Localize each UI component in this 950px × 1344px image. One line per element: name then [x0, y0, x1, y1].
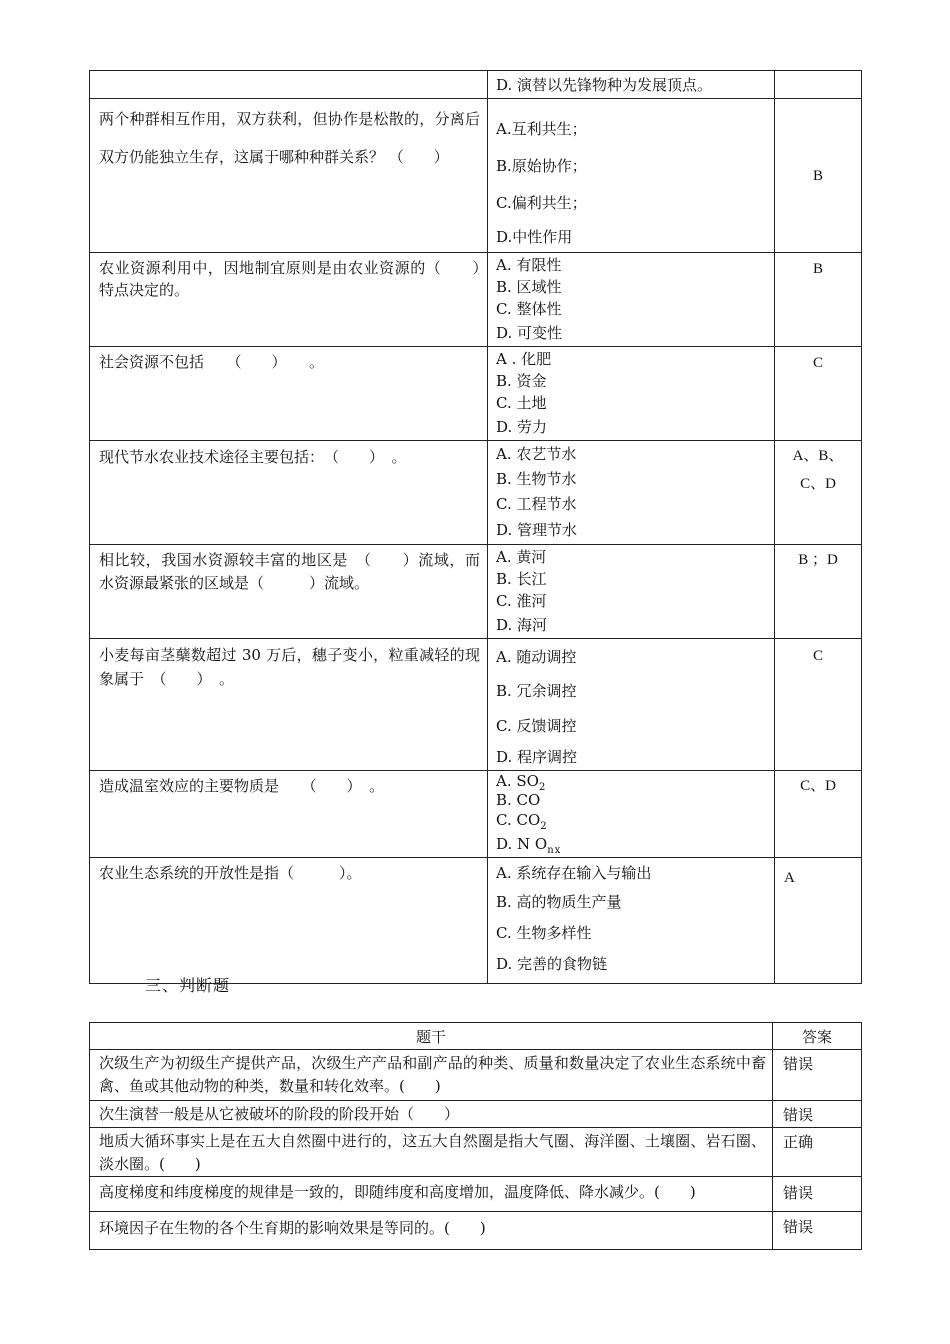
option: B. CO: [496, 791, 541, 809]
option: B. 区域性: [496, 278, 562, 296]
option: C. 生物多样性: [496, 924, 592, 942]
question-cell: 相比较，我国水资源较丰富的地区是 （ ）流域，而水资源最紧张的区域是（ ）流域。: [90, 545, 488, 639]
result-cell: 错误: [773, 1050, 862, 1101]
answer-cell: B: [775, 253, 862, 347]
option: B. 高的物质生产量: [496, 893, 622, 911]
question-cell: 造成温室效应的主要物质是 （ ） 。: [90, 771, 488, 858]
question-cell: 社会资源不包括 （ ） 。: [90, 347, 488, 441]
option: C. 淮河: [496, 592, 547, 610]
table-row: [90, 1177, 862, 1212]
option: C. 工程节水: [496, 495, 577, 513]
column-header: 题干: [90, 1023, 773, 1050]
question-cell: 两个种群相互作用，双方获利，但协作是松散的，分离后双方仍能独立生存，这属于哪种种群关系？ （ ）: [90, 99, 488, 253]
option: B. 生物节水: [496, 470, 577, 488]
option: C. 土地: [496, 394, 547, 412]
answer-cell: C: [775, 639, 862, 771]
question-cell: 小麦每亩茎蘖数超过 30 万后，穗子变小，粒重减轻的现象属于 （ ） 。: [90, 639, 488, 771]
option: A. 有限性: [496, 256, 562, 274]
table-row: [90, 1128, 862, 1177]
option: D. 程序调控: [496, 748, 578, 766]
option: B. 长江: [496, 570, 547, 588]
question-cell: [90, 71, 488, 99]
option: A . 化肥: [496, 350, 552, 368]
table-row: [90, 545, 862, 639]
options-cell: [488, 71, 775, 99]
option: A. 黄河: [496, 548, 547, 566]
option: D.中性作用: [496, 228, 573, 246]
option: B.原始协作；: [496, 157, 587, 175]
options-cell: [488, 99, 775, 253]
question-cell: 农业资源利用中，因地制宜原则是由农业资源的（ ） 特点决定的。: [90, 253, 488, 347]
table-row: [90, 858, 862, 984]
option: D. 海河: [496, 616, 548, 634]
section-heading: 三、判断题: [145, 976, 231, 995]
stem-cell: 环境因子在生物的各个生育期的影响效果是等同的。( ): [90, 1212, 773, 1250]
result-cell: 正确: [773, 1128, 862, 1177]
answer-cell: B: [775, 99, 862, 253]
option-formula: D. N O: [496, 835, 548, 853]
table-row: [90, 639, 862, 771]
table-row: [90, 771, 862, 858]
true-false-table: [89, 1022, 862, 1250]
result-cell: 错误: [773, 1177, 862, 1212]
table-row: [90, 1050, 862, 1101]
answer-cell: A、B、C、D: [775, 441, 862, 545]
table-row: [90, 347, 862, 441]
option: C. $CO_2$: [496, 811, 547, 832]
option: D. 劳力: [496, 418, 548, 436]
answer-cell: A: [775, 858, 862, 984]
option: A. 系统存在输入与输出: [496, 864, 652, 882]
options-cell: [488, 347, 775, 441]
option: D. 完善的食物链: [496, 955, 608, 973]
options-cell: [488, 545, 775, 639]
multiple-choice-table: [89, 70, 862, 984]
option: B. 冗余调控: [496, 682, 577, 700]
option: D. 可变性: [496, 324, 563, 342]
result-cell: 错误: [773, 1101, 862, 1128]
option: A.互利共生；: [496, 120, 587, 138]
options-cell: [488, 253, 775, 347]
table-row: [90, 99, 862, 253]
table-row: [90, 441, 862, 545]
answer-cell: B ；D: [775, 545, 862, 639]
stem-cell: 次生演替一般是从它被破坏的阶段的阶段开始（ ）: [90, 1101, 773, 1128]
table-row: [90, 1212, 862, 1250]
stem-cell: 次级生产为初级生产提供产品，次级生产产品和副产品的种类、质量和数量决定了农业生态系统中畜禽、鱼或其他动物的种类，数量和转化效率。( ): [90, 1050, 773, 1101]
answer-cell: C、D: [775, 771, 862, 858]
stem-cell: 高度梯度和纬度梯度的规律是一致的，即随纬度和高度增加，温度降低、降水减少。( ): [90, 1177, 773, 1212]
options-cell: [488, 771, 775, 858]
answer-cell: [775, 71, 862, 99]
option: C.偏利共生；: [496, 194, 587, 212]
result-cell: 错误: [773, 1212, 862, 1250]
table-row: [90, 71, 862, 99]
option: B. 资金: [496, 372, 547, 390]
table-header-row: [90, 1023, 862, 1050]
question-cell: 现代节水农业技术途径主要包括： （ ） 。: [90, 441, 488, 545]
table-row: [90, 1101, 862, 1128]
options-cell: [488, 639, 775, 771]
answer-cell: C: [775, 347, 862, 441]
options-cell: [488, 441, 775, 545]
option: D. 演替以先锋物种为发展顶点。: [496, 76, 713, 94]
option: D. 管理节水: [496, 521, 578, 539]
option: A. 农艺节水: [496, 445, 577, 463]
question-cell: 农业生态系统的开放性是指（ ）。: [90, 858, 488, 984]
options-cell: [488, 858, 775, 984]
stem-cell: 地质大循环事实上是在五大自然圈中进行的，这五大自然圈是指大气圈、海洋圈、土壤圈、岩石圈、淡水圈。( ): [90, 1128, 773, 1177]
option: A. $SO_2$: [496, 772, 546, 793]
option: D. N $O_{nx}$: [496, 835, 561, 856]
table-row: [90, 253, 862, 347]
option: A. 随动调控: [496, 648, 577, 666]
option: C. 整体性: [496, 300, 562, 318]
column-header: 答案: [773, 1023, 862, 1050]
option: C. 反馈调控: [496, 717, 577, 735]
